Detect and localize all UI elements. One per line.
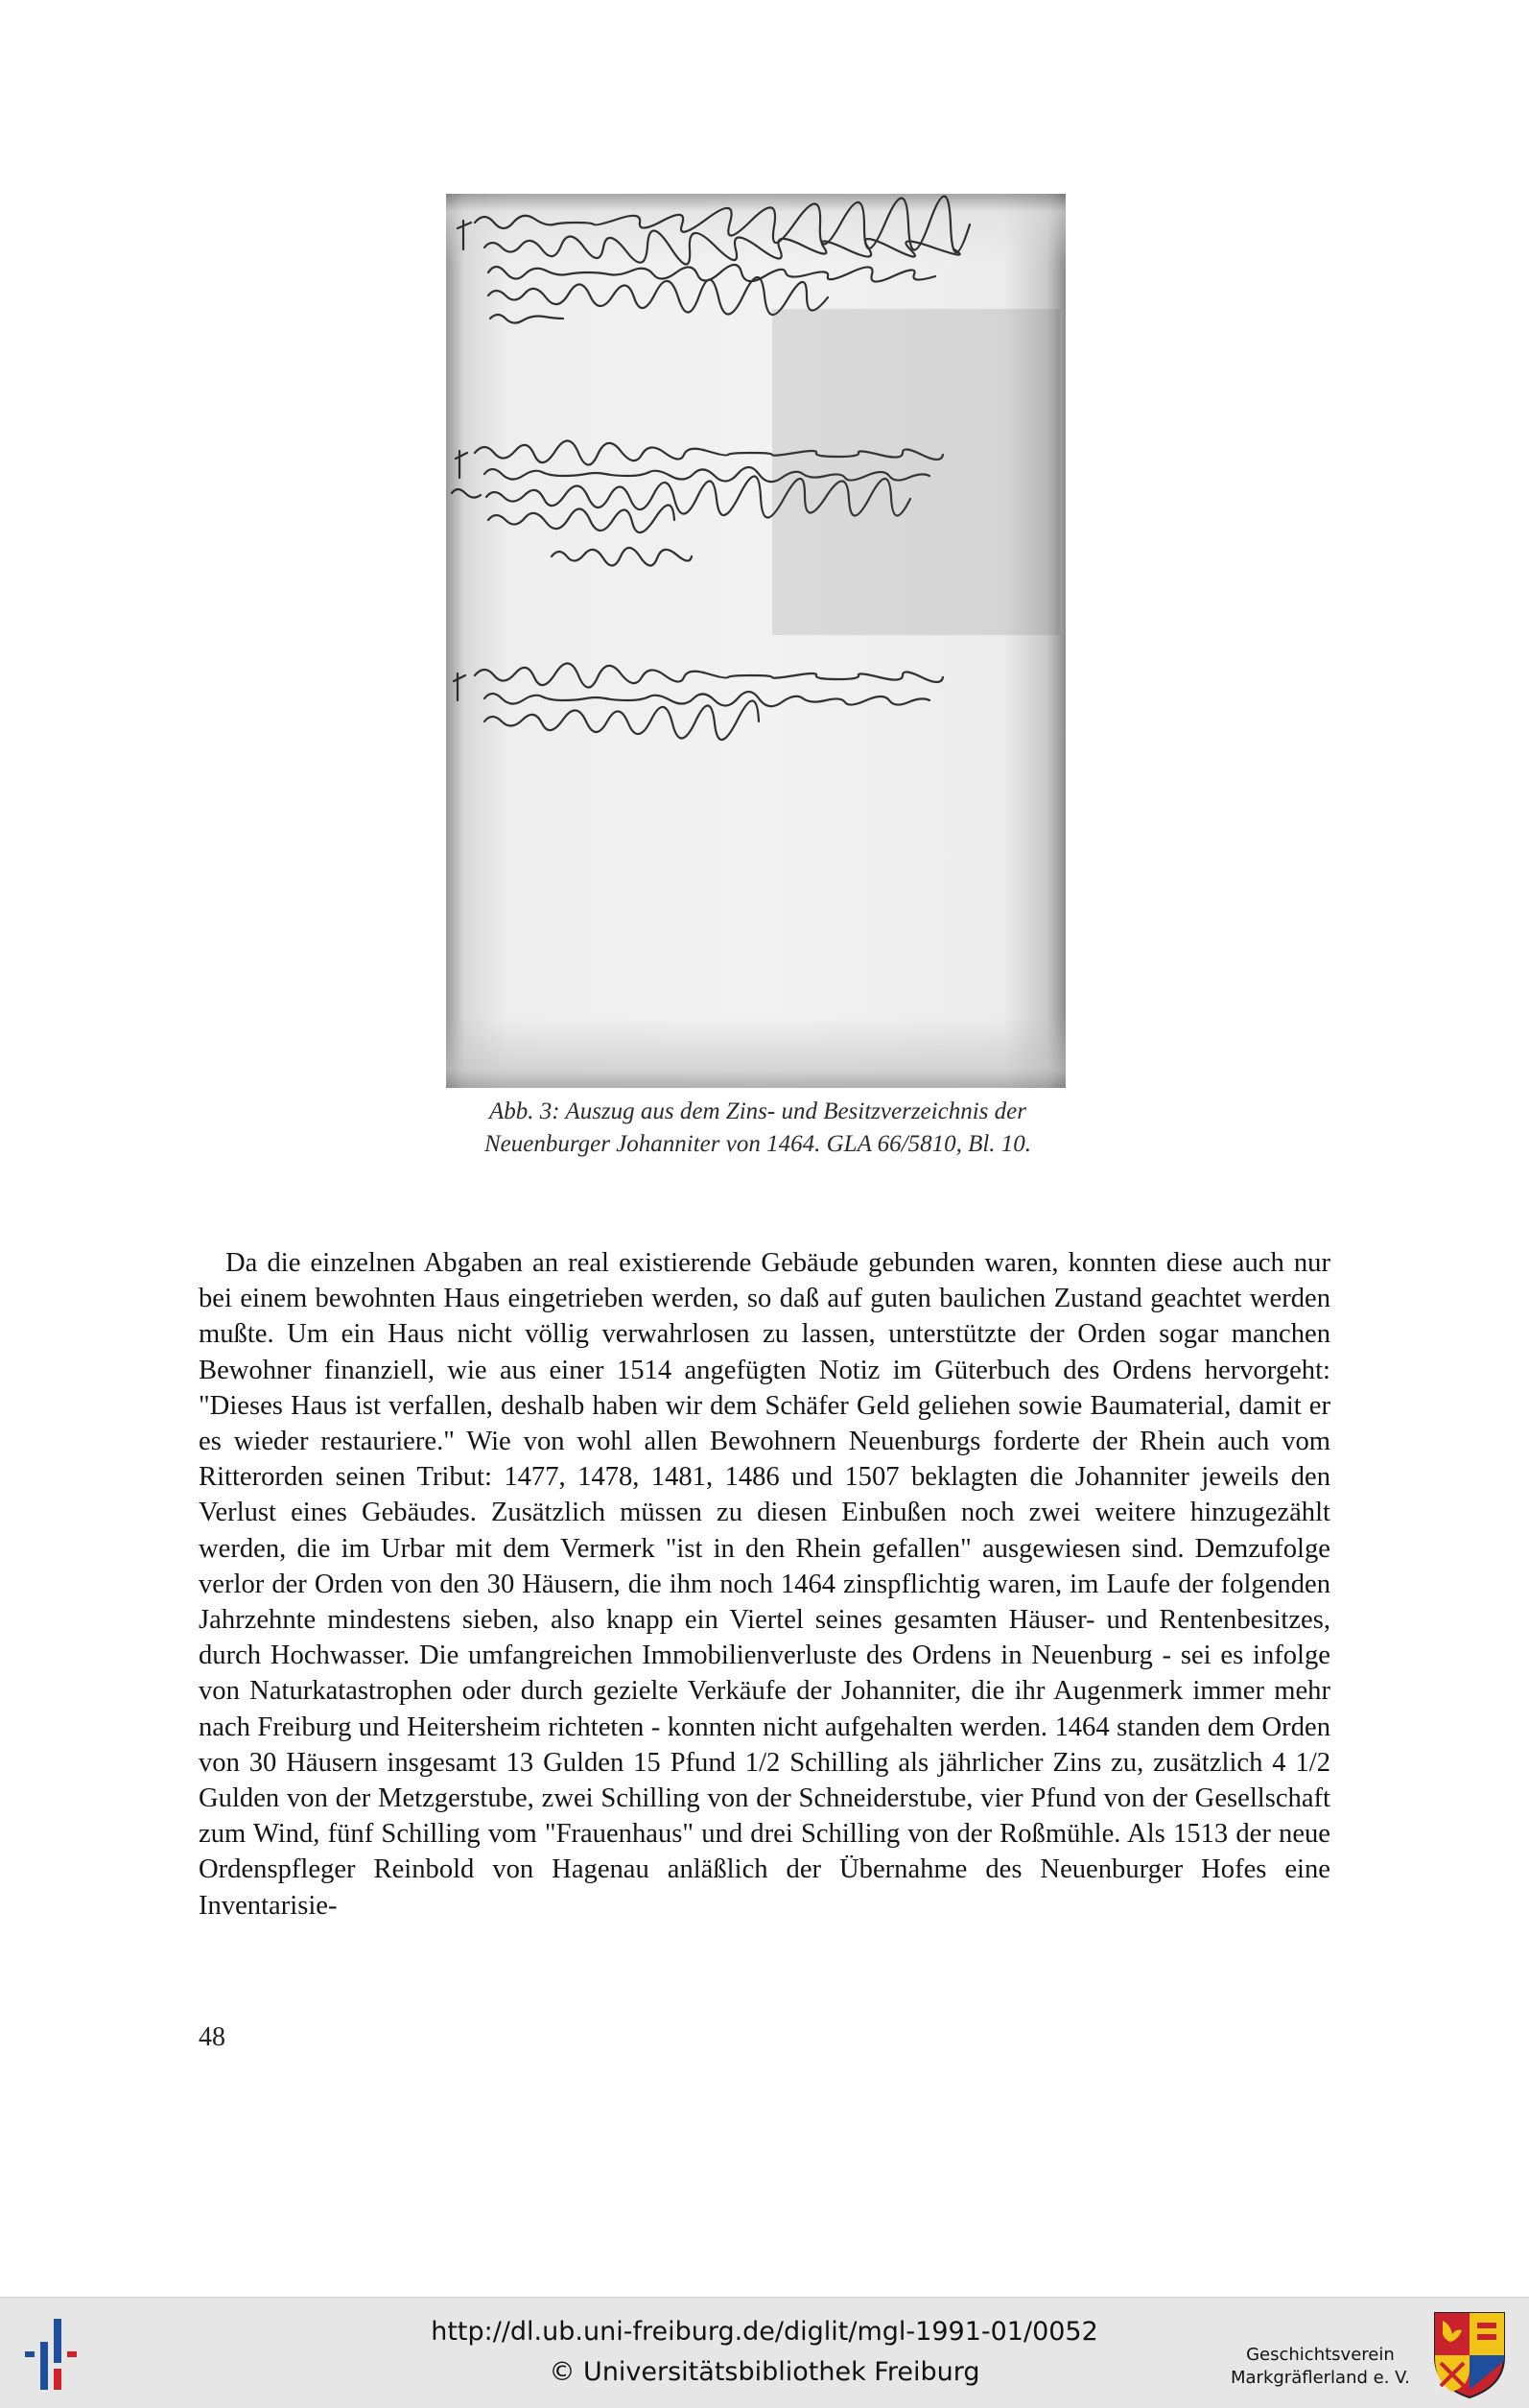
society-name-line-2: Markgräflerland e. V. <box>1231 2368 1410 2388</box>
society-name <box>1231 2344 1410 2390</box>
body-paragraph: Da die einzelnen Abgaben an real existierende Gebäude gebunden waren, konnten diese auch nur bei einem bewohnten Haus eingetrieben werden, so daß auf guten baulichen Zustand geachtet werden mußte. Um ein Haus nicht völlig verwahrlosen zu lassen, unterstützte der Orden sogar manchen Bewohner finanziell, wie aus einer 1514 angefügten Notiz im Güterbuch des Ordens hervorgeht: "Dieses Haus ist verfallen, deshalb haben wir dem Schäfer Geld geliehen sowie Baumaterial, damit er es wieder restauriere." Wie von wohl allen Bewohnern Neuenburgs forderte der Rhein auch vom Ritterorden seinen Tribut: 1477, 1478, 1481, 1486 und 1507 beklagten die Johanniter jeweils den Verlust eines Gebäudes. Zusätzlich müssen zu diesen Einbußen noch zwei weitere hinzugezählt werden, die im Urbar mit dem Vermerk "ist in den Rhein gefallen" ausgewiesen sind. Demzufolge verlor der Orden von den 30 Häusern, die ihm noch 1464 zinspflichtig waren, im Laufe der folgenden Jahrzehnte mindestens sieben, also knapp ein Viertel seines gesamten Häuser- und Rentenbesitzes, durch Hochwasser. Die umfangreichen Immobilienverluste des Ordens in Neuenburg - sei es infolge von Naturkatastrophen oder durch gezielte Verkäufe der Johanniter, die ihr Augenmerk immer mehr nach Freiburg und Heitersheim richteten - konnten nicht aufgehalten werden. 1464 standen dem Orden von 30 Häusern insgesamt 13 Gulden 15 Pfund 1/2 Schilling als jährlicher Zins zu, zusätzlich 4 1/2 Gulden von der Metzgerstube, zwei Schilling von der Schneiderstube, vier Pfund von der Gesellschaft zum Wind, fünf Schilling vom "Frauenhaus" und drei Schilling von der Roßmühle. Als 1513 der neue Ordenspfleger Reinbold von Hagenau anläßlich der Übernahme des Neuenburger Hofes eine Inventarisie- <box>199 1248 1330 1921</box>
manuscript-image <box>446 194 1066 1088</box>
figure-caption <box>365 1096 1151 1161</box>
document-url-link[interactable]: http://dl.ub.uni-freiburg.de/diglit/mgl-1991-01/0052 <box>431 2317 1098 2347</box>
caption-line-2: Neuenburger Johanniter von 1464. GLA 66/5810, Bl. 10. <box>483 1131 1032 1157</box>
copyright-text: © Universitätsbibliothek Freiburg <box>549 2357 980 2387</box>
handwriting-scan <box>446 194 1066 1088</box>
page-number: 48 <box>199 2022 225 2052</box>
footer-bar <box>0 2297 1529 2408</box>
caption-line-1: Abb. 3: Auszug aus dem Zins- und Besitzverzeichnis der <box>489 1098 1026 1124</box>
society-name-line-1: Geschichtsverein <box>1246 2345 1395 2365</box>
coat-of-arms-icon <box>1431 2309 1508 2399</box>
